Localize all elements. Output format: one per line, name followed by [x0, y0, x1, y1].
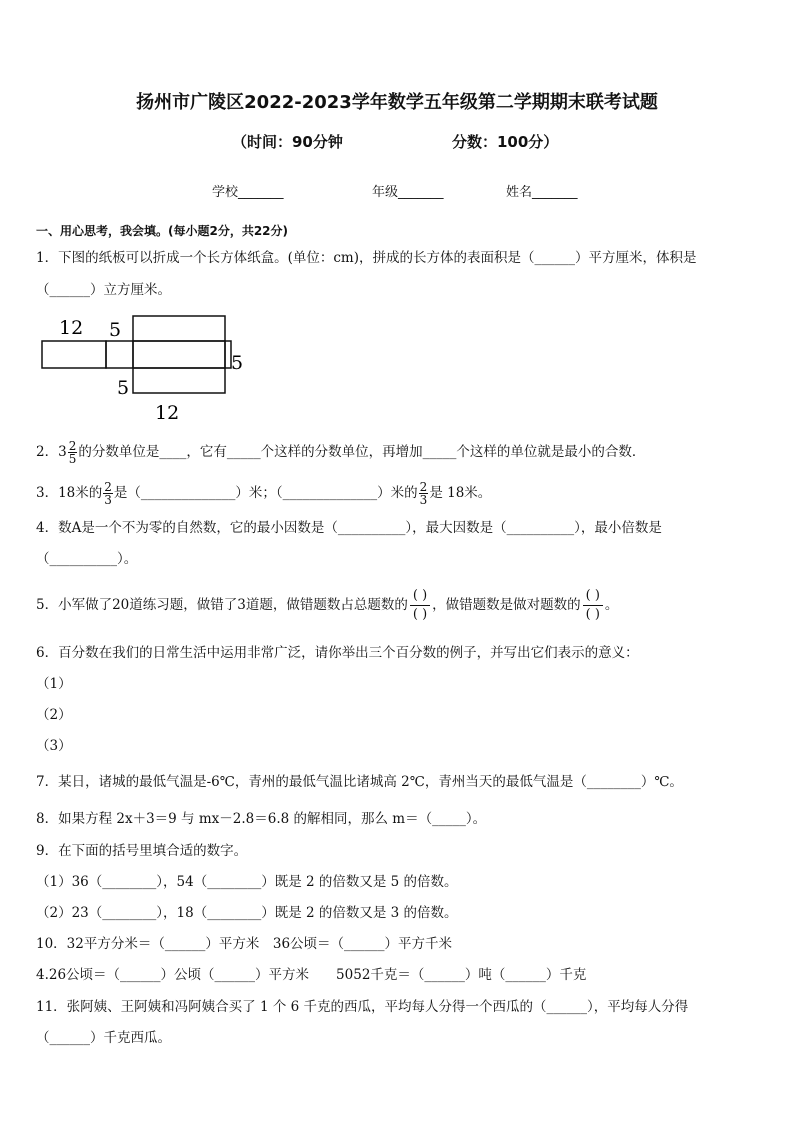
grade-field: 年级_______: [372, 185, 444, 200]
question-6-item-2: （2）: [36, 707, 72, 723]
question-2: [36, 440, 645, 465]
question-4-line1: 4．数A是一个不为零的自然数，它的最小因数是（__________），最大因数是（__________），最小倍数是: [36, 520, 662, 536]
q5-fraction-1: $\frac{( )}{( )}$: [410, 588, 430, 623]
q5-fraction-2: $\frac{( )}{( )}$: [583, 588, 603, 623]
question-4-line2: （__________）。: [36, 551, 138, 567]
q3-fraction-1: $\frac{2}{3}$: [104, 480, 112, 507]
question-6-item-1: （1）: [36, 676, 72, 692]
question-3: 3．18米的 $\frac{2}{3}$ 是（______________）米；（______________）米的 $\frac{2}{3}$ 是 18米。: [36, 480, 492, 507]
question-9-line1: 9．在下面的括号里填合适的数字。: [36, 843, 248, 859]
question-10-line1: 10．32平方分米＝（______）平方米 36公顷＝（______）平方千米: [36, 936, 453, 952]
question-7: 7．某日，诸城的最低气温是-6℃，青州的最低气温比诸城高 2℃，青州当天的最低气温是（________）℃。: [36, 774, 683, 790]
label-width-top: 5: [109, 319, 122, 341]
label-length-top: 12: [59, 317, 84, 339]
question-9-line2: （1）36（________），54（________）既是 2 的倍数又是 5 的倍数。: [36, 874, 458, 890]
page-title: 扬州市广陵区2022-2023学年数学五年级第二学期期末联考试题: [136, 92, 658, 113]
question-1-line2: （______）立方厘米。: [36, 282, 171, 298]
q2-fraction: $\frac{2}{5}$: [68, 439, 77, 466]
question-11-line2: （______）千克西瓜。: [36, 1030, 171, 1046]
label-height-right: 5: [231, 352, 244, 374]
question-6-item-3: （3）: [36, 738, 72, 754]
exam-score: 分数：100分）: [452, 133, 559, 151]
question-6-line1: 6．百分数在我们的日常生活中运用非常广泛，请你举出三个百分数的例子，并写出它们表示的意义：: [36, 645, 639, 661]
label-length-bottom: 12: [155, 402, 180, 424]
question-8: 8．如果方程 2x＋3＝9 与 mx－2.8＝6.8 的解相同，那么 m＝（_____）。: [36, 811, 487, 827]
q2-suffix: 的分数单位是____，它有_____个这样的分数单位，再增加_____个这样的单位就是最小的合数．: [78, 444, 646, 460]
section-heading: 一、用心思考，我会填。(每小题2分，共22分): [36, 224, 289, 238]
box-net-figure: [38, 312, 253, 424]
question-10-line2: 4.26公顷＝（______）公顷（______）平方米 5052千克＝（______）吨（______）千克: [36, 967, 587, 983]
school-field: 学校_______: [212, 185, 284, 200]
label-width-bottom: 5: [117, 377, 130, 399]
q2-prefix: 2．3: [36, 444, 67, 460]
question-11-line1: 11．张阿姨、王阿姨和冯阿姨合买了 1 个 6 千克的西瓜，平均每人分得一个西瓜的（______），平均每人分得: [36, 999, 689, 1015]
question-9-line3: （2）23（________），18（________）既是 2 的倍数又是 3 的倍数。: [36, 905, 458, 921]
question-1-line1: 1．下图的纸板可以折成一个长方体纸盒。(单位：cm)，拼成的长方体的表面积是（______）平方厘米，体积是: [36, 250, 697, 266]
exam-time: （时间：90分钟: [232, 133, 343, 151]
q3-fraction-2: $\frac{2}{3}$: [419, 480, 428, 507]
name-field: 姓名_______: [506, 185, 578, 200]
question-5: 5．小军做了20道练习题，做错了3道题，做错题数占总题数的 $\frac{( )}{( )}$ ，做错题数是做对题数的 $\frac{( )}{( )}$ 。: [36, 588, 619, 622]
